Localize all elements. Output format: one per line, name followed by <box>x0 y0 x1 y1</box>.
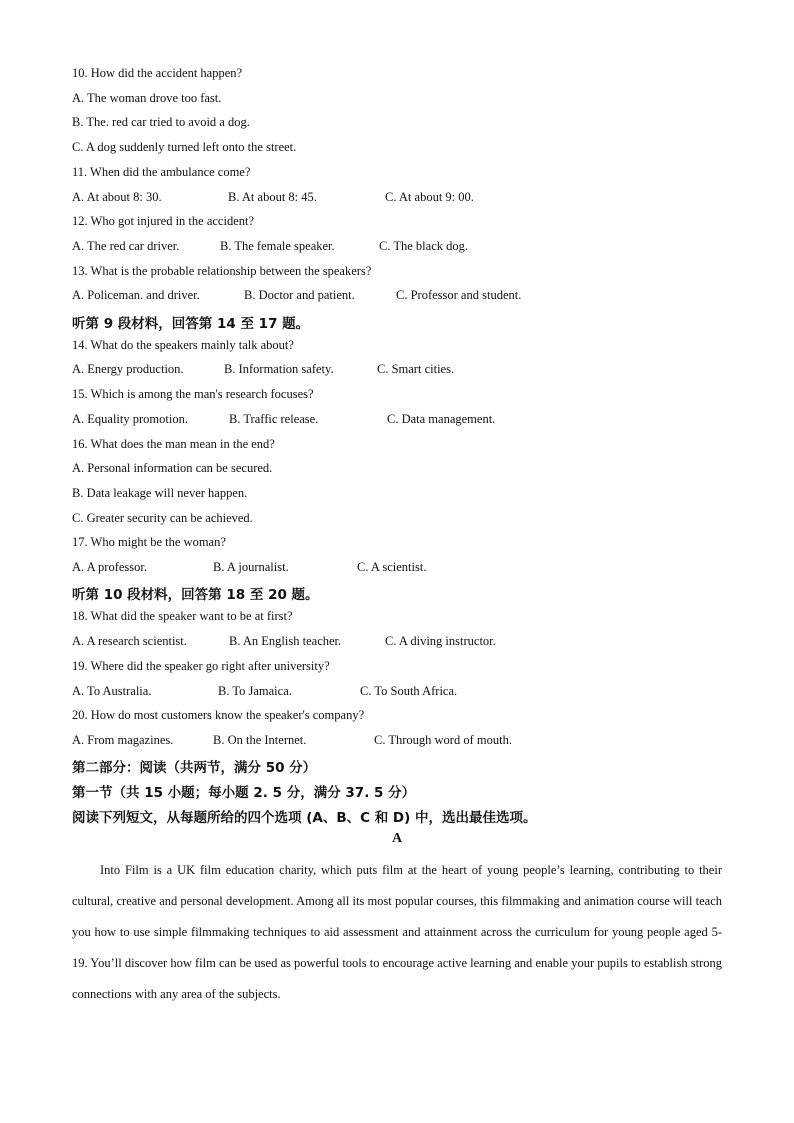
reading-instruction: 阅读下列短文，从每题所给的四个选项 (A、B、C 和 D) 中，选出最佳选项。 <box>72 810 537 826</box>
q15-option-a: A. Equality promotion. <box>72 412 188 426</box>
q16-option-b: B. Data leakage will never happen. <box>72 486 248 500</box>
passage-a-text: Into Film is a UK film education charity, which puts film at the heart of young people’s learning, contributing to their cultural, creative and personal development. Among all its most popular courses, this filmmaking and animation course will teach you how to use simple filmmaking techniques to aid assessment and attainment across the curriculum for young people aged 5-19. You’ll discover how film can be used as powerful tools to encourage active learning and enable your pupils to establish strong connections with any area of the subjects. <box>72 863 722 1001</box>
q11-option-c: C. At about 9: 00. <box>385 190 474 204</box>
q19-option-a: A. To Australia. <box>72 684 152 698</box>
question-13: 13. What is the probable relationship between the speakers? <box>72 264 372 278</box>
q13-option-c: C. Professor and student. <box>396 288 522 302</box>
q16-option-a: A. Personal information can be secured. <box>72 461 273 475</box>
q16-option-c: C. Greater security can be achieved. <box>72 511 253 525</box>
section-1-heading: 第一节（共 15 小题；每小题 2. 5 分，满分 37. 5 分） <box>72 785 416 801</box>
question-14: 14. What do the speakers mainly talk about? <box>72 338 294 352</box>
q12-option-c: C. The black dog. <box>379 239 468 253</box>
q15-option-c: C. Data management. <box>387 412 496 426</box>
q17-option-b: B. A journalist. <box>213 560 289 574</box>
question-16: 16. What does the man mean in the end? <box>72 437 275 451</box>
q20-option-b: B. On the Internet. <box>213 733 307 747</box>
q10-option-b: B. The. red car tried to avoid a dog. <box>72 115 250 129</box>
question-17: 17. Who might be the woman? <box>72 535 226 549</box>
question-18: 18. What did the speaker want to be at first? <box>72 609 293 623</box>
question-11: 11. When did the ambulance come? <box>72 165 251 179</box>
q10-option-c: C. A dog suddenly turned left onto the street. <box>72 140 297 154</box>
q15-option-b: B. Traffic release. <box>229 412 319 426</box>
q14-option-c: C. Smart cities. <box>377 362 455 376</box>
q11-option-a: A. At about 8: 30. <box>72 190 162 204</box>
passage-label: A <box>391 831 403 846</box>
section-10-heading: 听第 10 段材料，回答第 18 至 20 题。 <box>72 587 319 603</box>
question-20: 20. How do most customers know the speaker's company? <box>72 708 365 722</box>
q14-option-b: B. Information safety. <box>224 362 334 376</box>
part-2-heading: 第二部分：阅读（共两节，满分 50 分） <box>72 760 317 776</box>
q20-option-a: A. From magazines. <box>72 733 174 747</box>
question-10: 10. How did the accident happen? <box>72 66 243 80</box>
q18-option-b: B. An English teacher. <box>229 634 342 648</box>
q18-option-c: C. A diving instructor. <box>385 634 496 648</box>
q12-option-a: A. The red car driver. <box>72 239 180 253</box>
question-15: 15. Which is among the man's research focuses? <box>72 387 314 401</box>
q17-option-c: C. A scientist. <box>357 560 427 574</box>
q13-option-b: B. Doctor and patient. <box>244 288 355 302</box>
question-12: 12. Who got injured in the accident? <box>72 214 255 228</box>
q10-option-a: A. The woman drove too fast. <box>72 91 222 105</box>
q12-option-b: B. The female speaker. <box>220 239 335 253</box>
question-19: 19. Where did the speaker go right after university? <box>72 659 330 673</box>
q14-option-a: A. Energy production. <box>72 362 184 376</box>
q13-option-a: A. Policeman. and driver. <box>72 288 200 302</box>
q11-option-b: B. At about 8: 45. <box>228 190 317 204</box>
q20-option-c: C. Through word of mouth. <box>374 733 512 747</box>
q19-option-b: B. To Jamaica. <box>218 684 292 698</box>
q17-option-a: A. A professor. <box>72 560 147 574</box>
section-9-heading: 听第 9 段材料，回答第 14 至 17 题。 <box>72 316 310 332</box>
q18-option-a: A. A research scientist. <box>72 634 187 648</box>
q19-option-c: C. To South Africa. <box>360 684 458 698</box>
